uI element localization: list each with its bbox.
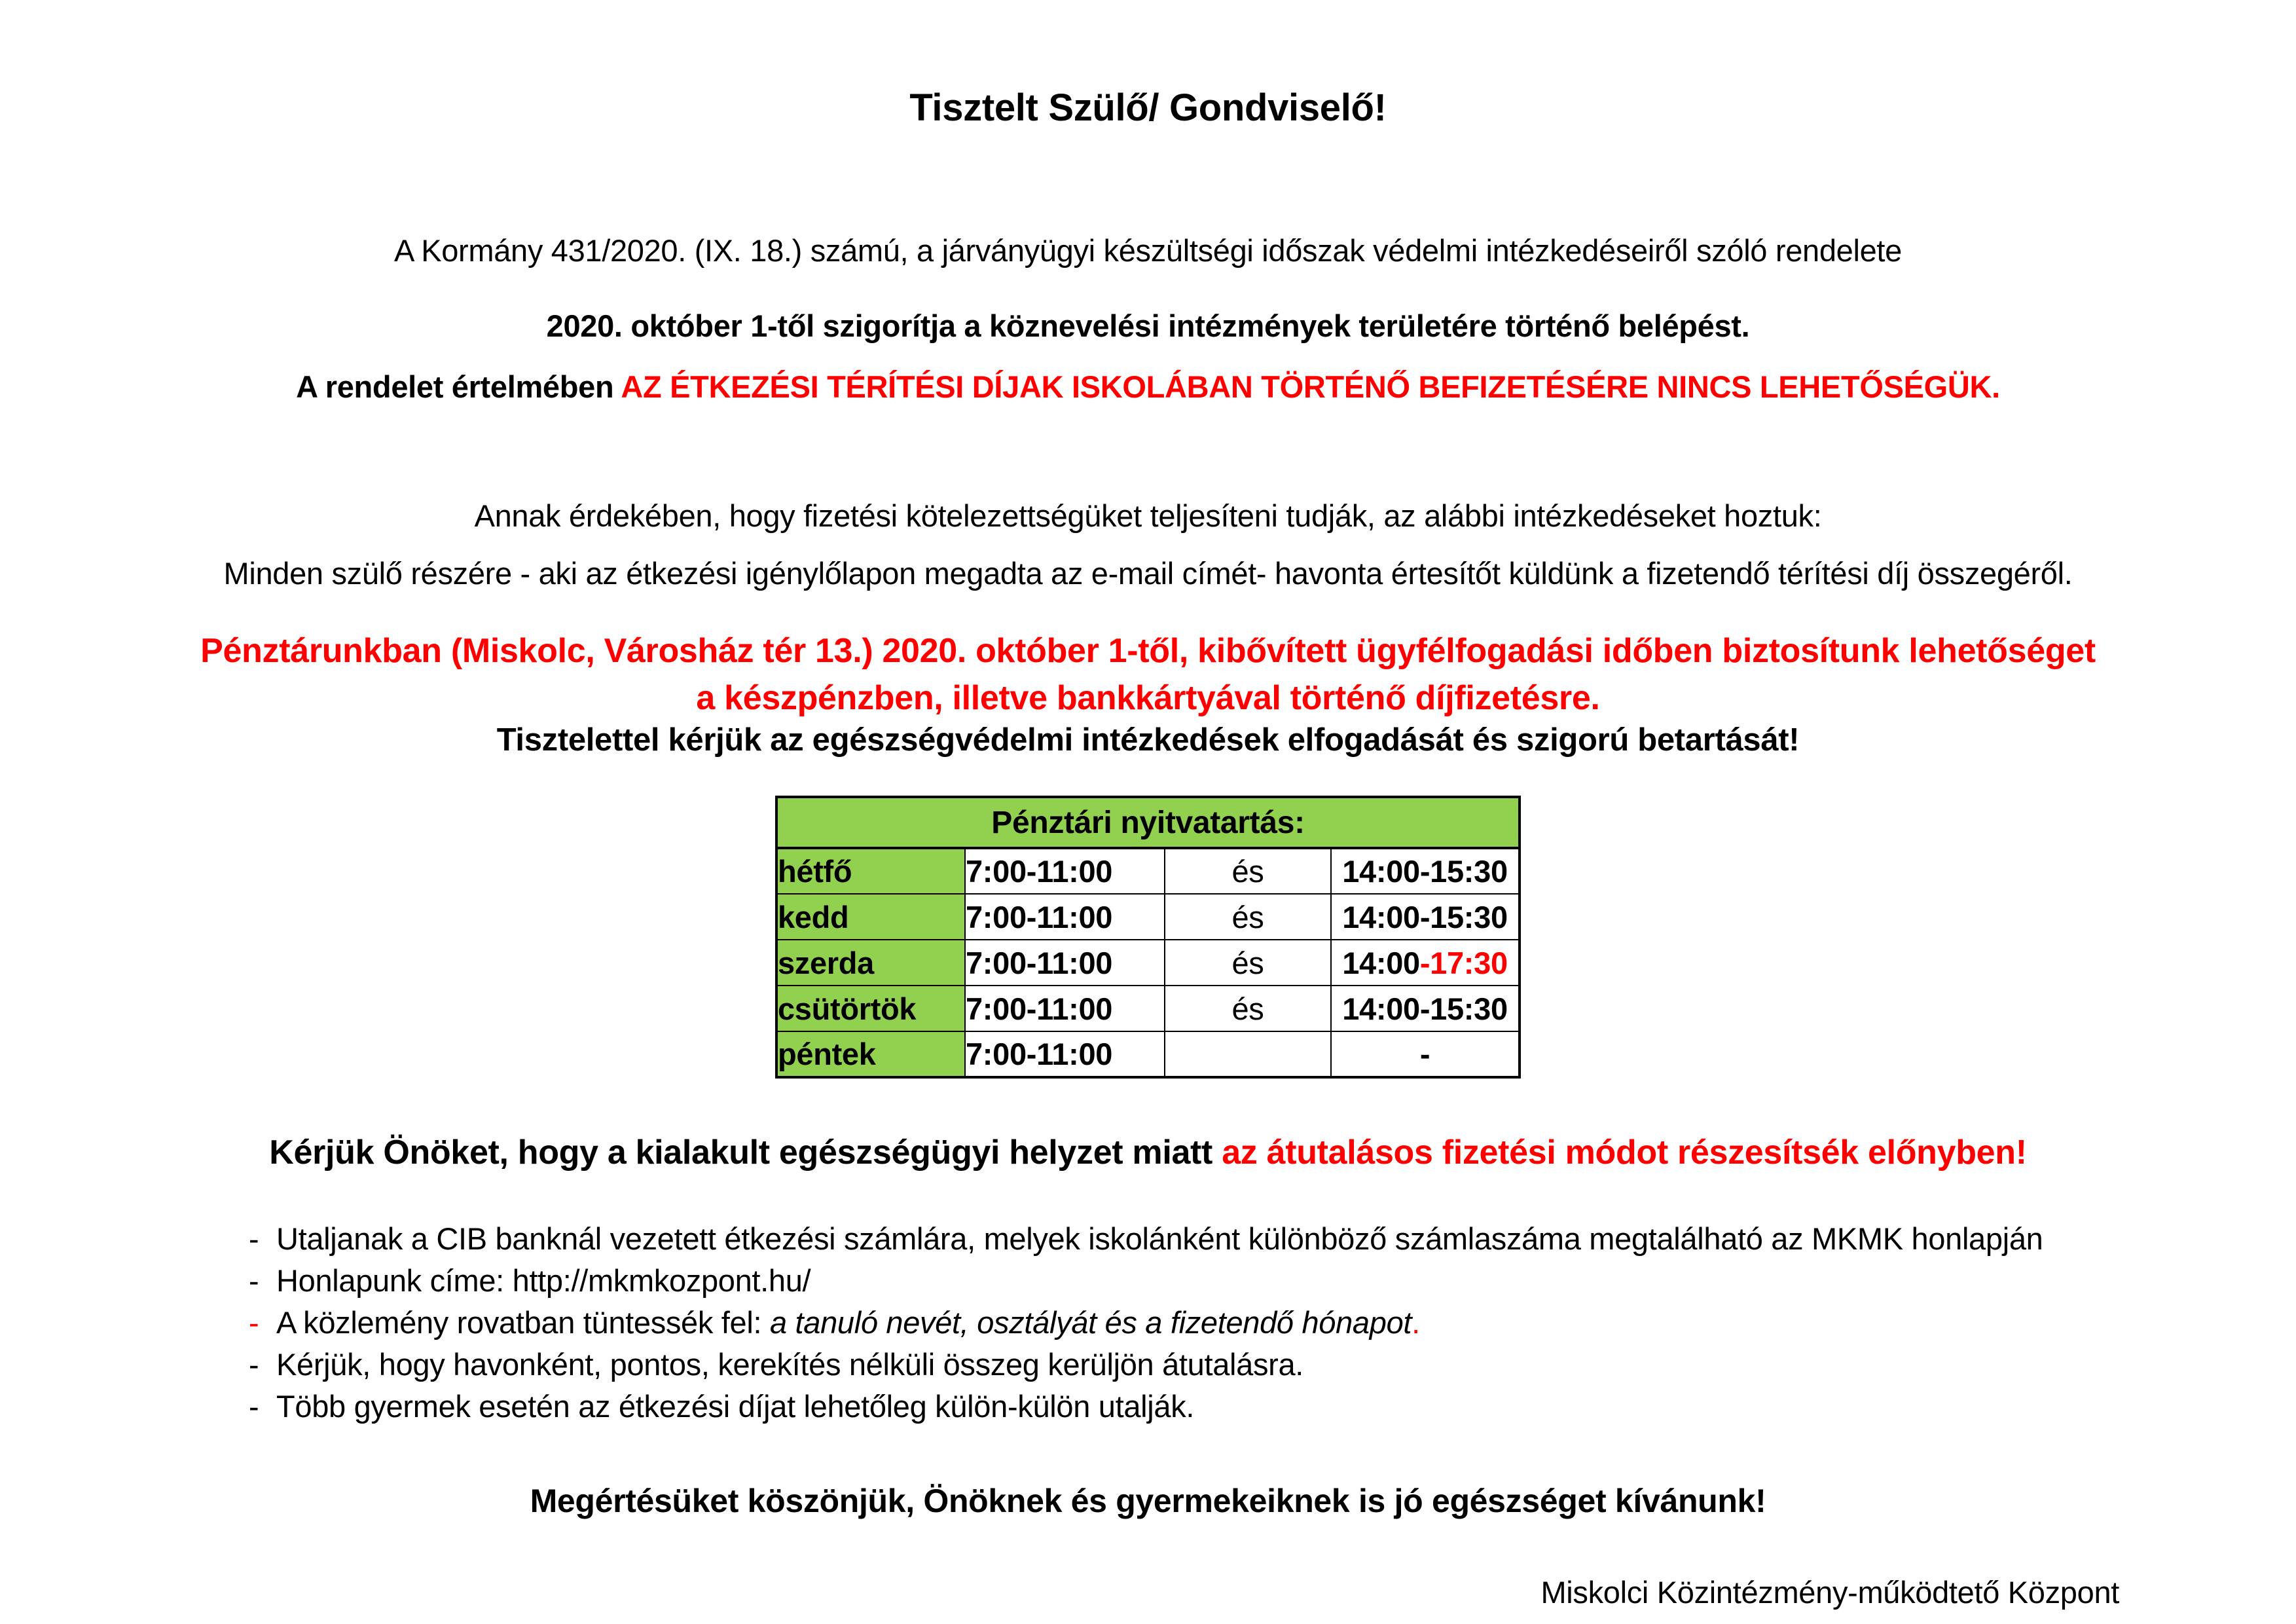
opening-hours-table [775,796,1521,1079]
cashier-notice-line1: Pénztárunkban (Miskolc, Városház tér 13.) 2020. október 1-től, kibővített ügyfélfogadási időben biztosítunk lehetőséget [200,632,2096,670]
paragraph-cashier-notice [92,627,2204,722]
afternoon-hours: 14:00-15:30 [1342,991,1508,1026]
conjunction-cell: és [1165,940,1331,986]
list-item-text: Több gyermek esetén az étkezési díjat lehetőleg külön-külön utalják. [276,1389,1195,1424]
list-item-text: Kérjük, hogy havonként, pontos, kerekítés nélküli összeg kerüljön átutalásra. [276,1347,1304,1382]
day-cell: hétfő [776,848,965,894]
paragraph-measures-intro: Annak érdekében, hogy fizetési kötelezettségüket teljesíteni tudják, az alábbi intézkedéseket hoztuk: [474,498,1822,533]
instruction-list [249,1221,2204,1425]
closing-thanks: Megértésüket köszönjük, Önöknek és gyermekeiknek is jó egészséget kívánunk! [530,1483,1766,1519]
paragraph-email-notice: Minden szülő részére - aki az étkezési igénylőlapon megadta az e-mail címét- havonta értesítőt küldünk a fizetendő térítési díj összegéről. [223,556,2073,591]
list-item-text [276,1304,1420,1341]
table-title: Pénztári nyitvatartás: [776,797,1520,848]
paragraph-transfer-request [92,1132,2204,1173]
day-cell: kedd [776,894,965,940]
afternoon-hours-cell [1331,1031,1520,1077]
day-cell: csütörtök [776,986,965,1031]
table-row-friday [776,1031,1520,1077]
morning-hours-cell: 7:00-11:00 [965,1031,1165,1077]
list-item-separate-transfers [249,1388,2204,1425]
afternoon-hours-cell [1331,894,1520,940]
bullet-dash: - [249,1221,259,1256]
bullet-dash: - [249,1389,259,1424]
paragraph-restriction: 2020. október 1-től szigorítja a köznevelési intézmények területére történő belépést. [546,308,1750,343]
afternoon-hours-cell [1331,848,1520,894]
remittance-details: a tanuló nevét, osztályát és a fizetendő hónapot [769,1305,1412,1340]
table-header-row [776,797,1520,848]
transfer-request-prefix: Kérjük Önöket, hogy a kialakult egészségügyi helyzet miatt [269,1134,1222,1172]
bullet-dash: - [249,1263,259,1298]
conjunction-cell: és [1165,894,1331,940]
consequence-prefix: A rendelet értelmében [296,369,621,404]
afternoon-hours-highlight: -17:30 [1419,945,1508,980]
table-row-wednesday [776,940,1520,986]
morning-hours-cell: 7:00-11:00 [965,940,1165,986]
list-item-remittance-info [249,1304,2204,1341]
conjunction-cell: és [1165,848,1331,894]
table-row-monday [776,848,1520,894]
list-item-exact-amount [249,1346,2204,1383]
consequence-highlight: AZ ÉTKEZÉSI TÉRÍTÉSI DÍJAK ISKOLÁBAN TÖRTÉNŐ BEFIZETÉSÉRE NINCS LEHETŐSÉGÜK. [621,369,2000,404]
day-cell: szerda [776,940,965,986]
document-title: Tisztelt Szülő/ Gondviselő! [909,86,1387,129]
bullet-dash: - [249,1347,259,1382]
day-cell: péntek [776,1031,965,1077]
table-row-tuesday [776,894,1520,940]
paragraph-health-request: Tisztelettel kérjük az egészségvédelmi intézkedések elfogadását és szigorú betartását! [496,722,1800,758]
list-item-website [249,1263,2204,1299]
morning-hours-cell: 7:00-11:00 [965,848,1165,894]
remittance-prefix: A közlemény rovatban tüntessék fel: [276,1305,770,1340]
morning-hours-cell: 7:00-11:00 [965,894,1165,940]
list-item-text: Honlapunk címe: http://mkmkozpont.hu/ [276,1263,811,1298]
transfer-request-highlight: az átutalásos fizetési módot részesítsék előnyben! [1222,1134,2027,1172]
afternoon-hours-cell [1331,986,1520,1031]
paragraph-decree: A Kormány 431/2020. (IX. 18.) számú, a járványügyi készültségi időszak védelmi intézkedéseiről szóló rendelete [394,233,1902,268]
bullet-dash: - [249,1305,259,1340]
morning-hours-cell: 7:00-11:00 [965,986,1165,1031]
table-row-thursday [776,986,1520,1031]
conjunction-cell: és [1165,986,1331,1031]
conjunction-cell [1165,1031,1331,1077]
list-item-bank-transfer [249,1221,2204,1257]
afternoon-hours-cell [1331,940,1520,986]
afternoon-hours: 14:00 [1342,945,1420,980]
paragraph-consequence [92,369,2204,405]
list-item-text: Utaljanak a CIB banknál vezetett étkezési számlára, melyek iskolánként különböző számlaszáma megtalálható az MKMK honlapján [276,1221,2043,1256]
cashier-notice-line2: a készpénzben, illetve bankkártyával történő díjfizetésre. [696,679,1600,717]
afternoon-hours: 14:00-15:30 [1342,899,1508,934]
remittance-period: . [1412,1305,1420,1340]
afternoon-hours: - [1419,1037,1430,1071]
afternoon-hours: 14:00-15:30 [1342,854,1508,889]
signature: Miskolci Közintézmény-működtető Központ [1540,1575,2119,1610]
